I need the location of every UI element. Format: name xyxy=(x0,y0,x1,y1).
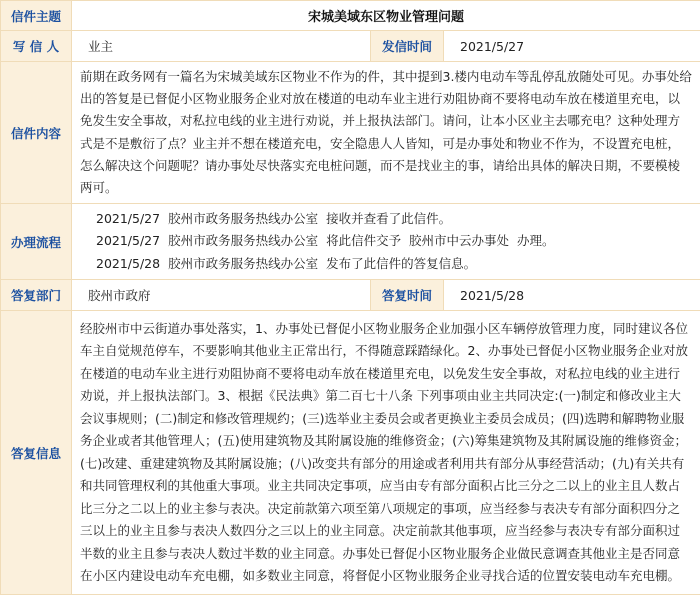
letter-content: 前期在政务网有一篇名为宋城美域东区物业不作为的件，其中提到3.楼内电动车等乱停乱放随处可见。办事处给出的答复是已督促小区物业服务企业对放在楼道的电动车业主进行劝阻协商不要将电动车放在楼道里充电，以免发生安全事故，对私拉电线的业主进行劝说，并上报执法部门。请问，让本小区业主去哪充电？这种处理方式是不是敷衍了点？业主并不想在楼道充电，安全隐患人人皆知，可是办事处和物业不作为，不设置充电桩，怎么解决这个问题呢？请办事处尽快落实充电桩问题，而不是找业主的事，请给出具体的解决日期，不要模棱两可。 xyxy=(72,62,700,204)
send-time-label: 发信时间 xyxy=(371,31,444,62)
content-row xyxy=(1,62,700,204)
reply-info-row xyxy=(1,311,700,595)
process-step-date: 2021/5/27 xyxy=(96,233,160,248)
process-label: 办理流程 xyxy=(1,204,72,280)
letter-title: 宋城美域东区物业管理问题 xyxy=(72,1,700,31)
process-step xyxy=(80,230,692,253)
reply-info-label: 答复信息 xyxy=(1,311,72,595)
writer-value: 业主 xyxy=(72,31,371,62)
process-step-date: 2021/5/27 xyxy=(96,211,160,226)
process-step-action: 接收并查看了此信件。 xyxy=(326,211,451,226)
reply-dept-label: 答复部门 xyxy=(1,280,72,311)
process-step-date: 2021/5/28 xyxy=(96,256,160,271)
writer-label: 写 信 人 xyxy=(1,31,72,62)
process-step-action: 发布了此信件的答复信息。 xyxy=(326,256,476,271)
reply-time-label: 答复时间 xyxy=(371,280,444,311)
process-step-office: 胶州市政务服务热线办公室 xyxy=(168,233,318,248)
content-label: 信件内容 xyxy=(1,62,72,204)
process-step-office: 胶州市政务服务热线办公室 xyxy=(168,211,318,226)
writer-row xyxy=(1,31,700,62)
send-time-value: 2021/5/27 xyxy=(444,31,700,62)
reply-dept-row xyxy=(1,280,700,311)
process-step-action: 将此信件交予 胶州市中云办事处 办理。 xyxy=(326,233,554,248)
reply-content: 经胶州市中云街道办事处落实，1、办事处已督促小区物业服务企业加强小区车辆停放管理力度，同时建议各位车主自觉规范停车，不要影响其他业主正常出行，不得随意踩踏绿化。2、办事处已督促小区物业服务企业对放在楼道的电动车业主进行劝阻协商不要将电动车放在楼道里充电，以免发生安全事故，对私拉电线的业主进行劝说，并上报执法部门。3、根据《民法典》第二百七十八条 下列事项由业主共同决定:(一)制定和修改业主大会议事规则；(二)制定和修改管理规约；(三)选举业主委员会或者更换业主委员会成员；(四)选聘和解聘物业服务企业或者其他管理人；(五)使用建筑物及其附属设施的维修资金；(六)筹集建筑物及其附属设施的维修资金；(七)改建、重建建筑物及其附属设施；(八)改变共有部分的用途或者利用共有部分从事经营活动；(九)有关共有和共同管理权利的其他重大事项。业主共同决定事项，应当由专有部分面积占比三分之二以上的业主且人数占比三分之二以上的业主参与表决。决定前款第六项至第八项规定的事项，应当经参与表决专有部分面积四分之三以上的业主且参与表决人数四分之三以上的业主同意。决定前款其他事项，应当经参与表决专有部分面积过半数的业主且参与表决人数过半数的业主同意。办事处已督促小区物业服务企业做民意调查其他业主是否同意在小区内建设电动车充电棚，如多数业主同意，将督促小区物业服务企业寻找合适的位置安装电动车充电棚。 xyxy=(72,311,700,595)
reply-time-value: 2021/5/28 xyxy=(444,280,700,311)
reply-dept-value: 胶州市政府 xyxy=(72,280,371,311)
process-step-office: 胶州市政务服务热线办公室 xyxy=(168,256,318,271)
process-step xyxy=(80,208,692,231)
subject-label: 信件主题 xyxy=(1,1,72,31)
subject-row xyxy=(1,1,700,31)
process-step xyxy=(80,253,692,276)
process-steps xyxy=(72,204,700,280)
process-row xyxy=(1,204,700,280)
